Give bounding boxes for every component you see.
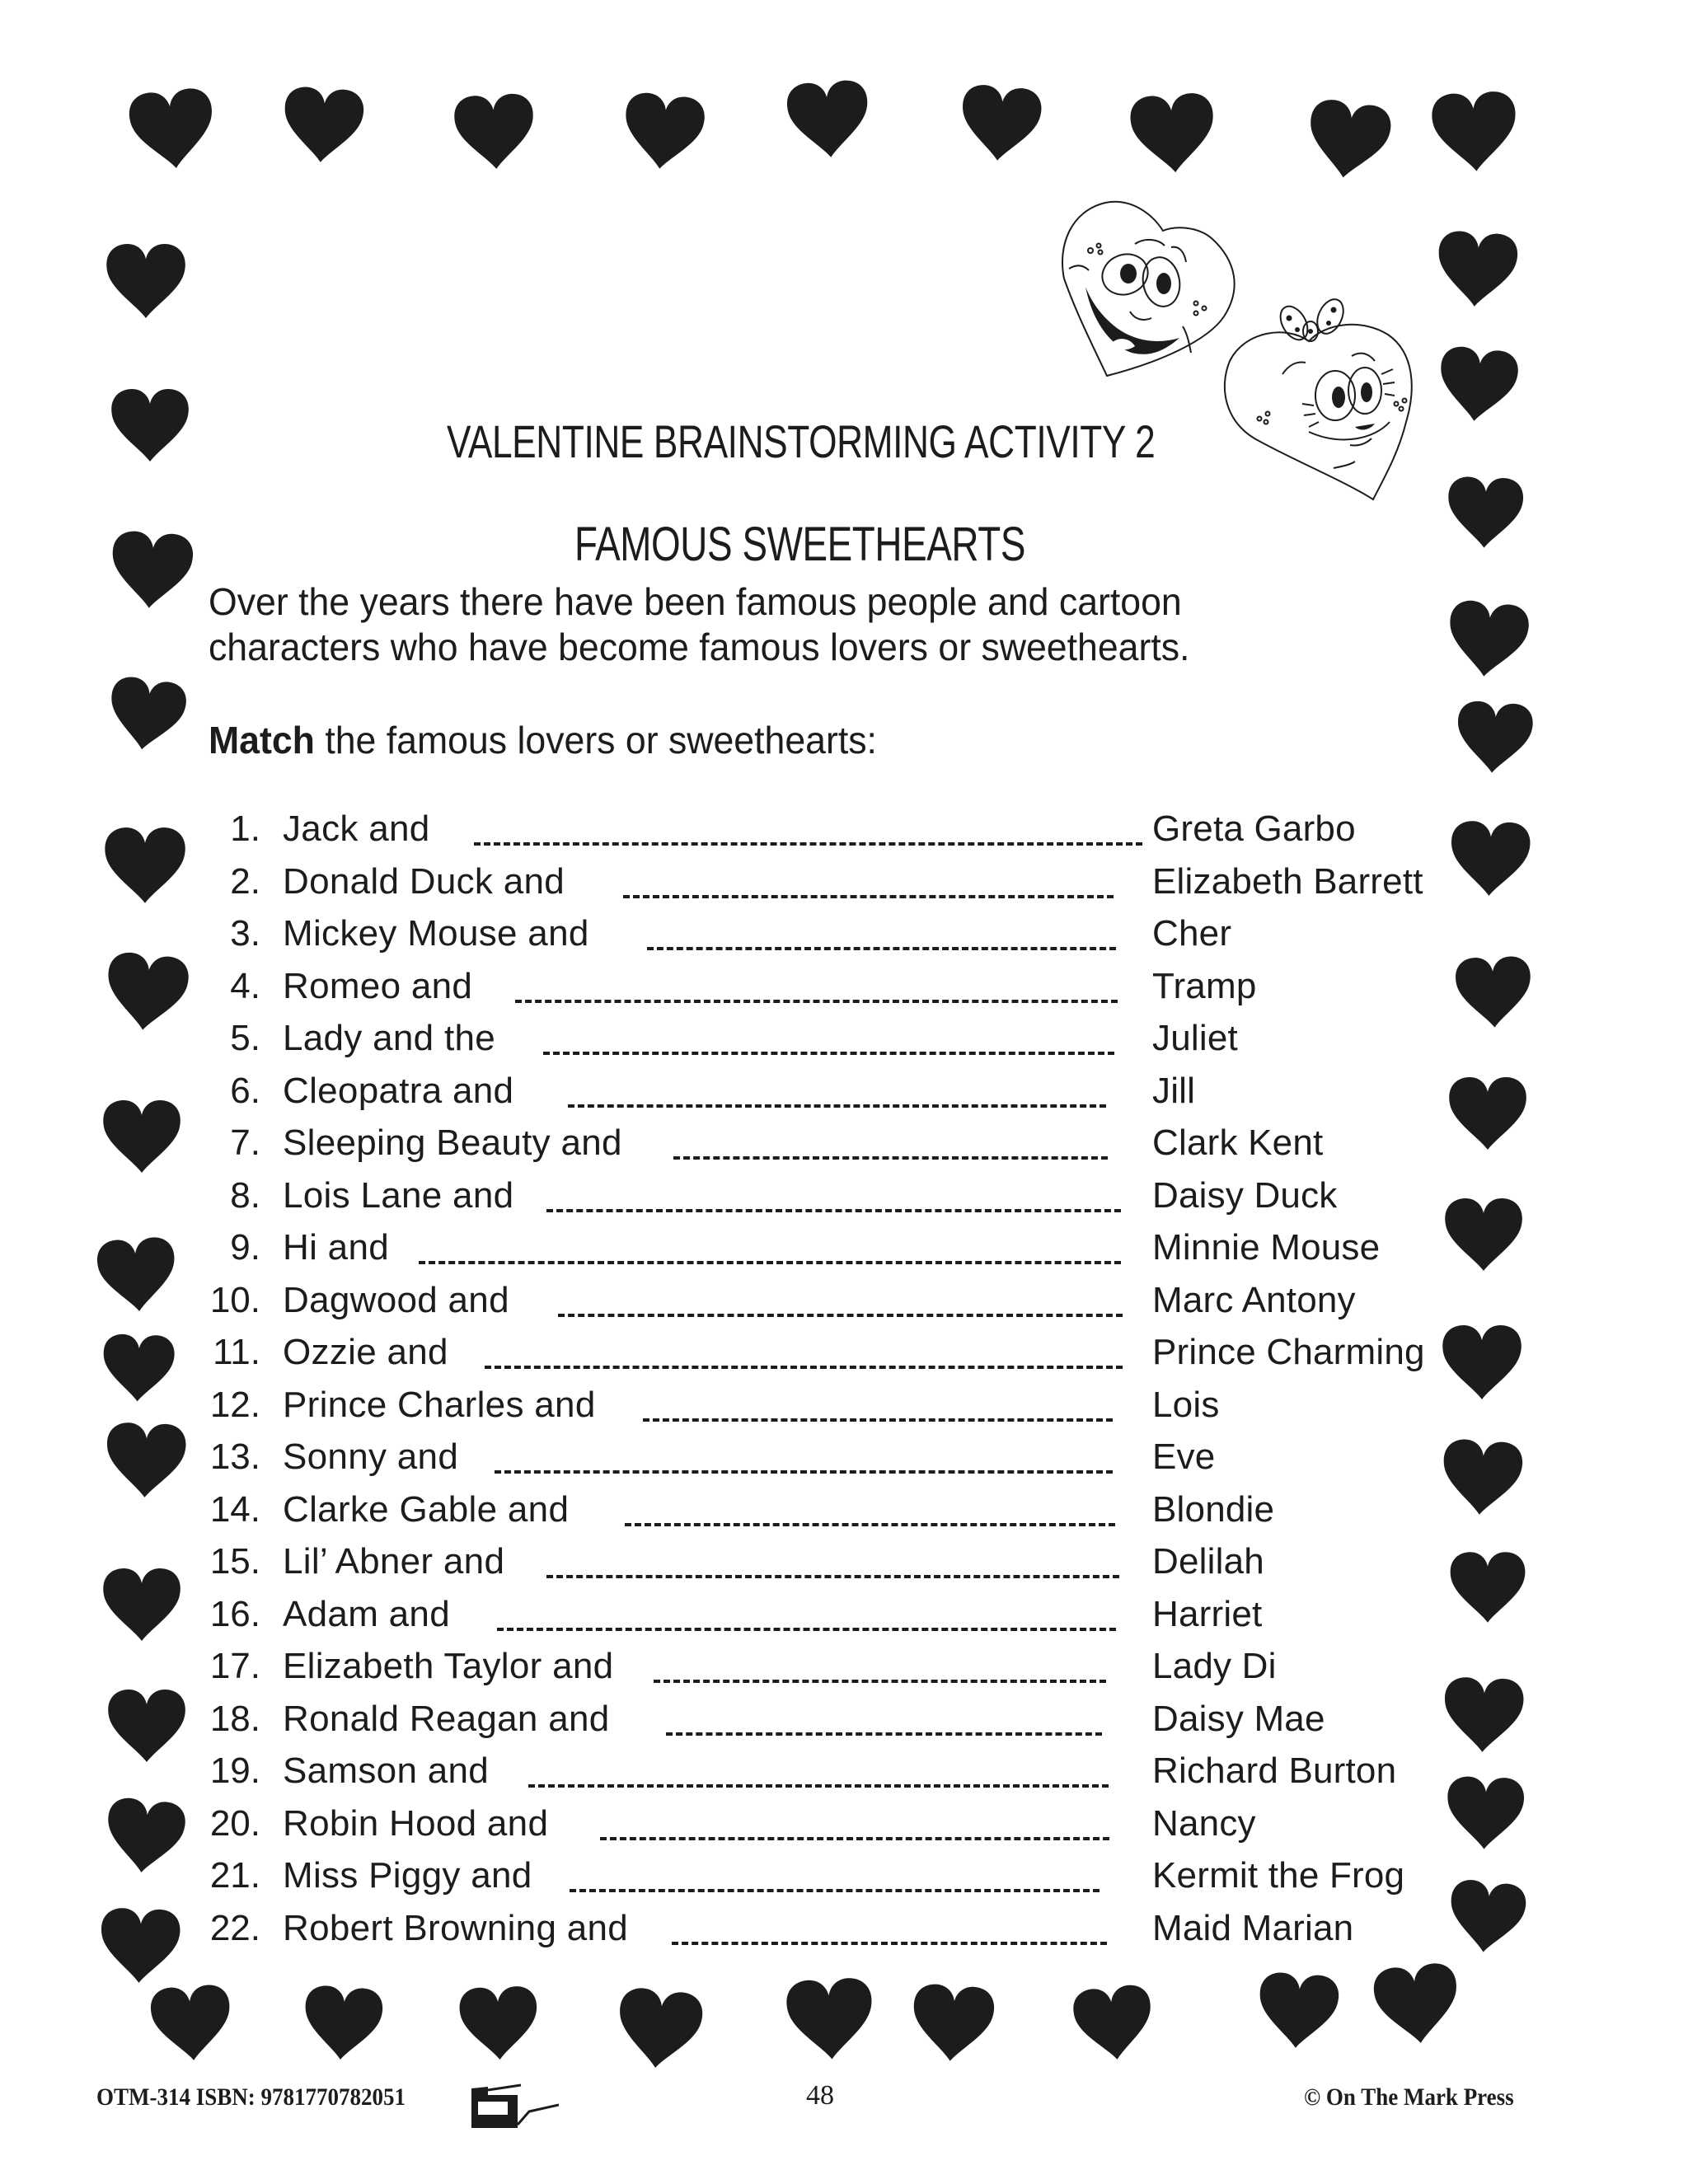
item-prompt: Lil’ Abner and <box>283 1541 505 1582</box>
list-item <box>0 1699 1484 1748</box>
intro-line-1: Over the years there have been famous people and cartoon <box>209 580 1182 623</box>
item-prompt: Ozzie and <box>283 1332 448 1372</box>
list-item <box>0 1646 1484 1695</box>
item-prompt: Dagwood and <box>283 1279 509 1320</box>
match-option: Lois <box>1152 1384 1220 1425</box>
match-option: Prince Charming <box>1152 1332 1425 1372</box>
match-option: Nancy <box>1152 1802 1256 1844</box>
item-prompt: Romeo and <box>283 965 473 1006</box>
match-option: Lady Di <box>1152 1646 1277 1686</box>
heart-icon <box>1427 88 1522 175</box>
item-number: 10. <box>209 1279 260 1320</box>
answer-blank[interactable] <box>643 1418 1113 1422</box>
item-prompt: Elizabeth Taylor and <box>283 1646 614 1686</box>
heart-icon <box>278 83 368 166</box>
match-option: Eve <box>1152 1436 1216 1477</box>
heart-icon <box>781 1975 878 2063</box>
item-prompt: Miss Piggy and <box>283 1855 532 1896</box>
answer-blank[interactable] <box>600 1837 1109 1840</box>
item-number: 21. <box>209 1855 260 1896</box>
heart-icon <box>907 1980 1000 2065</box>
answer-blank[interactable] <box>419 1261 1121 1264</box>
list-item <box>0 1594 1484 1643</box>
item-prompt: Donald Duck and <box>283 860 565 902</box>
match-option: Jill <box>1152 1070 1196 1111</box>
footer-code: OTM-314 ISBN: 9781770782051 <box>96 2083 406 2111</box>
match-option: Richard Burton <box>1152 1750 1397 1791</box>
answer-blank[interactable] <box>474 842 1142 846</box>
answer-blank[interactable] <box>570 1889 1100 1892</box>
item-number: 19. <box>209 1750 260 1791</box>
answer-blank[interactable] <box>515 1000 1118 1003</box>
match-option: Minnie Mouse <box>1152 1227 1381 1268</box>
item-number: 8. <box>230 1174 260 1216</box>
answer-blank[interactable] <box>623 895 1114 898</box>
answer-blank[interactable] <box>528 1784 1109 1788</box>
item-prompt: Adam and <box>283 1593 450 1634</box>
answer-blank[interactable] <box>666 1732 1102 1736</box>
item-number: 11. <box>213 1332 260 1372</box>
answer-blank[interactable] <box>543 1052 1114 1055</box>
answer-blank[interactable] <box>654 1680 1106 1683</box>
intro-line-2: characters who have become famous lovers or sweethearts. <box>209 626 1190 668</box>
heart-icon <box>124 84 222 175</box>
item-prompt: Lady and the <box>283 1018 496 1058</box>
item-number: 16. <box>209 1593 260 1634</box>
item-prompt: Lois Lane and <box>283 1174 514 1216</box>
item-number: 22. <box>209 1907 260 1948</box>
activity-title: VALENTINE BRAINSTORMING ACTIVITY 2 <box>447 415 1156 467</box>
answer-blank[interactable] <box>497 1628 1116 1631</box>
heart-icon <box>782 77 875 162</box>
item-prompt: Hi and <box>283 1227 389 1268</box>
item-prompt: Sonny and <box>283 1436 459 1477</box>
heart-icon <box>1125 90 1221 177</box>
heart-icon <box>1443 475 1527 551</box>
answer-blank[interactable] <box>568 1104 1106 1108</box>
item-number: 9. <box>230 1227 260 1268</box>
answer-blank[interactable] <box>673 1156 1108 1160</box>
list-item <box>0 1280 1484 1329</box>
item-prompt: Robin Hood and <box>283 1802 549 1844</box>
answer-blank[interactable] <box>672 1942 1107 1945</box>
list-item <box>0 1750 1484 1800</box>
list-item <box>0 1908 1484 1957</box>
match-option: Marc Antony <box>1152 1279 1356 1320</box>
item-number: 4. <box>230 965 260 1006</box>
match-option: Harriet <box>1152 1593 1263 1634</box>
match-option: Maid Marian <box>1152 1907 1354 1948</box>
heart-icon <box>617 89 710 175</box>
answer-blank[interactable] <box>546 1575 1119 1578</box>
match-option: Kermit the Frog <box>1152 1855 1405 1896</box>
instruction-rest: the famous lovers or sweethearts: <box>314 719 877 762</box>
instruction-bold: Match <box>209 719 315 762</box>
list-item <box>0 1541 1484 1591</box>
heart-icon <box>103 242 189 320</box>
item-prompt: Jack and <box>283 808 430 849</box>
instruction-text <box>209 718 877 762</box>
list-item <box>0 1175 1484 1225</box>
match-option: Greta Garbo <box>1152 808 1356 849</box>
heart-icon <box>1300 95 1397 185</box>
copyright: © On The Mark Press <box>1304 2083 1514 2111</box>
match-option: Juliet <box>1152 1018 1238 1058</box>
heart-icon <box>1368 1959 1466 2050</box>
item-number: 2. <box>230 860 260 902</box>
item-prompt: Robert Browning and <box>283 1907 629 1948</box>
item-prompt: Clarke Gable and <box>283 1488 570 1530</box>
match-option: Cher <box>1152 913 1232 954</box>
heart-icon <box>954 82 1047 166</box>
item-number: 12. <box>209 1384 260 1425</box>
list-item <box>0 1489 1484 1539</box>
heart-icon <box>1451 698 1538 777</box>
list-item <box>0 861 1484 911</box>
match-option: Daisy Mae <box>1152 1698 1325 1739</box>
heart-icon <box>1432 227 1522 311</box>
answer-blank[interactable] <box>546 1209 1121 1212</box>
item-number: 20. <box>209 1802 260 1844</box>
heart-icon <box>108 387 192 463</box>
item-prompt: Cleopatra and <box>283 1070 514 1111</box>
answer-blank[interactable] <box>558 1314 1123 1317</box>
match-option: Blondie <box>1152 1488 1275 1530</box>
heart-icon <box>146 1981 237 2064</box>
smiling-girl-heart-with-bow-icon <box>1218 298 1416 504</box>
list-item <box>0 1803 1484 1853</box>
answer-blank[interactable] <box>485 1366 1123 1369</box>
list-item <box>0 1385 1484 1434</box>
match-option: Delilah <box>1152 1541 1264 1582</box>
item-number: 13. <box>209 1436 260 1477</box>
answer-blank[interactable] <box>625 1523 1115 1526</box>
list-item <box>0 1332 1484 1381</box>
heart-icon <box>455 1984 542 2063</box>
list-item <box>0 1018 1484 1067</box>
heart-icon <box>1432 343 1524 427</box>
item-prompt: Sleeping Beauty and <box>283 1122 622 1163</box>
heart-icon <box>106 527 199 612</box>
list-item <box>0 1122 1484 1172</box>
item-prompt: Mickey Mouse and <box>283 913 589 954</box>
heart-icon <box>450 91 540 172</box>
page-title: FAMOUS SWEETHEARTS <box>574 518 1026 571</box>
list-item <box>0 808 1484 858</box>
match-option: Daisy Duck <box>1152 1174 1338 1216</box>
photocopier-icon <box>470 2083 559 2128</box>
item-prompt: Prince Charles and <box>283 1384 596 1425</box>
item-number: 5. <box>230 1018 260 1058</box>
heart-icon <box>298 1982 387 2064</box>
list-item <box>0 1071 1484 1120</box>
item-number: 1. <box>230 808 260 849</box>
match-option: Clark Kent <box>1152 1122 1324 1163</box>
item-number: 17. <box>209 1646 260 1686</box>
item-number: 6. <box>230 1070 260 1111</box>
match-option: Tramp <box>1152 965 1257 1006</box>
item-number: 15. <box>209 1541 260 1582</box>
page-number: 48 <box>806 2080 834 2111</box>
item-prompt: Ronald Reagan and <box>283 1698 610 1739</box>
item-number: 18. <box>209 1698 260 1739</box>
heart-icon <box>611 1984 709 2074</box>
answer-blank[interactable] <box>647 947 1116 950</box>
heart-icon <box>1441 597 1534 682</box>
list-item <box>0 1436 1484 1486</box>
list-item <box>0 966 1484 1015</box>
heart-icon <box>1068 1981 1160 2065</box>
list-item <box>0 1227 1484 1277</box>
item-prompt: Samson and <box>283 1750 490 1791</box>
item-number: 3. <box>230 913 260 954</box>
list-item <box>0 913 1484 963</box>
item-number: 7. <box>230 1122 260 1163</box>
match-option: Elizabeth Barrett <box>1152 860 1423 902</box>
heart-icon <box>1253 1969 1343 2052</box>
heart-icon <box>101 673 192 757</box>
item-number: 14. <box>209 1488 260 1530</box>
answer-blank[interactable] <box>495 1470 1113 1474</box>
list-item <box>0 1855 1484 1905</box>
